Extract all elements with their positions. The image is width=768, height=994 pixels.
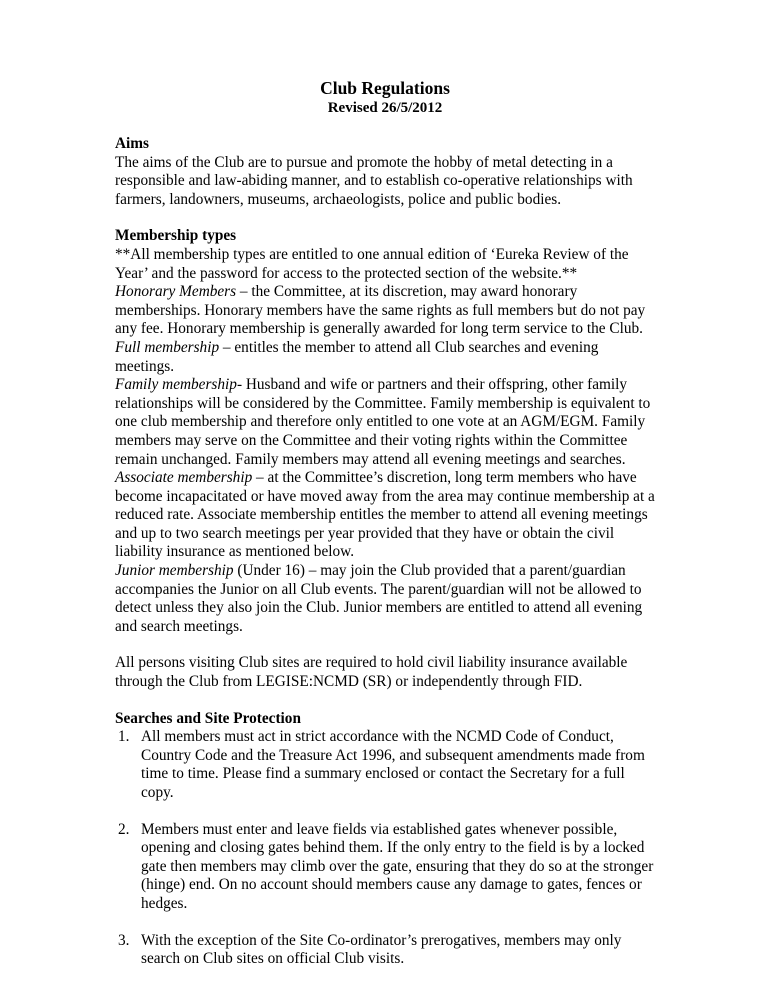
document-body bbox=[115, 78, 655, 987]
membership-description: - Husband and wife or partners and their offspring, other family relationships will be considered by the Committee. Family membership is equivalent to one club membership and therefore only entitled to one vote at an AGM/EGM. Family members may serve on the Committee and their voting rights within the Committee remain unchanged. Family members may attend all evening meetings and searches. bbox=[115, 376, 651, 468]
membership-type-honorary bbox=[115, 283, 655, 339]
searches-list bbox=[115, 728, 655, 969]
list-item bbox=[115, 728, 655, 802]
membership-intro: **All membership types are entitled to one annual edition of ‘Eureka Review of the Year’ and the password for access to the protected section of the website.** bbox=[115, 245, 629, 282]
searches-heading: Searches and Site Protection bbox=[115, 709, 301, 727]
membership-description: (Under 16) – may join the Club provided that a parent/guardian accompanies the Junior on all Club events. The parent/guardian will not be allowed to detect unless they also join the Club. Junior members are entitled to attend all evening and search meetings. bbox=[115, 562, 643, 635]
aims-section bbox=[115, 135, 655, 209]
list-item bbox=[115, 932, 655, 969]
document-title: Club Regulations bbox=[320, 78, 450, 98]
membership-description: – entitles the member to attend all Club searches and evening meetings. bbox=[115, 338, 599, 375]
list-item-number: 1. bbox=[118, 728, 130, 746]
membership-type-associate bbox=[115, 469, 655, 562]
aims-heading: Aims bbox=[115, 135, 149, 152]
membership-description: – the Committee, at its discretion, may award honorary memberships. Honorary members have the same rights as full members but do not pay any fee. Honorary membership is generally awarded for long term service to the Club. bbox=[115, 283, 646, 338]
list-item bbox=[115, 821, 655, 914]
list-item-text: Members must enter and leave fields via established gates whenever possible, opening and closing gates behind them. If the only entry to the field is by a locked gate then members may climb over the gate, ensuring that they do so at the stronger (hinge) end. On no account should members cause any damage to gates, fences or hedges. bbox=[141, 820, 654, 912]
membership-section bbox=[115, 227, 655, 636]
membership-term: Junior membership bbox=[115, 562, 234, 580]
membership-type-family bbox=[115, 376, 655, 469]
membership-description: – at the Committee’s discretion, long term members who have become incapacitated or have moved away from the area may continue membership at a reduced rate. Associate membership entitles the member to attend all evening meetings and up to two search meetings per year provided that they have or obtain the civil liability insurance as mentioned below. bbox=[115, 469, 655, 561]
membership-term: Family membership bbox=[115, 376, 237, 394]
list-item-number: 3. bbox=[118, 931, 130, 949]
aims-text: The aims of the Club are to pursue and promote the hobby of metal detecting in a responsible and law-abiding manner, and to establish co-operative relationships with farmers, landowners, museums, archaeologists, police and public bodies. bbox=[115, 153, 633, 208]
membership-term: Honorary Members bbox=[115, 283, 237, 301]
document-subtitle: Revised 26/5/2012 bbox=[327, 100, 443, 116]
insurance-section bbox=[115, 654, 655, 691]
list-item-text: All members must act in strict accordance with the NCMD Code of Conduct, Country Code and the Treasure Act 1996, and subsequent amendments made from time to time. Please find a summary enclosed or contact the Secretary for a full copy. bbox=[141, 728, 645, 801]
membership-term: Full membership bbox=[115, 338, 220, 356]
membership-type-junior bbox=[115, 562, 655, 636]
membership-term: Associate membership bbox=[115, 469, 253, 487]
list-item-text: With the exception of the Site Co-ordinator’s prerogatives, members may only search on Club sites on official Club visits. bbox=[141, 931, 622, 968]
membership-type-full bbox=[115, 339, 655, 376]
membership-heading: Membership types bbox=[115, 227, 237, 245]
insurance-text: All persons visiting Club sites are required to hold civil liability insurance available through the Club from LEGISE:NCMD (SR) or independently through FID. bbox=[115, 654, 628, 691]
list-item-number: 2. bbox=[118, 820, 130, 838]
searches-section bbox=[115, 710, 655, 969]
